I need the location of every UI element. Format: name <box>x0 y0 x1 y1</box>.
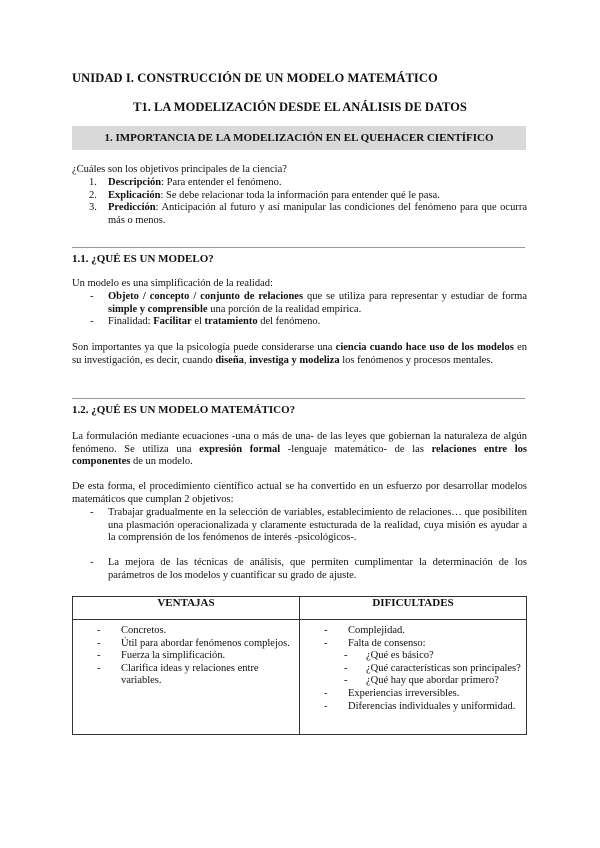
bullet-item: - La mejora de las técnicas de análisis, que permiten cumplimentar la determinación de los parámetros de los modelos y cuantificar su grado de ajuste. <box>90 557 527 581</box>
objectives-two-list <box>72 507 527 545</box>
list-item: - Fuerza la simplificación. <box>97 650 226 662</box>
bullet-item: - Finalidad: Facilitar el tratamiento del fenómeno. <box>90 316 321 328</box>
list-item: - Diferencias individuales y uniformidad. <box>324 700 516 712</box>
list-item: - Complejidad. <box>324 625 405 636</box>
list-item: - Falta de consenso: <box>324 637 426 649</box>
sub-list-item: - ¿Qué características son principales? <box>344 662 521 674</box>
model-definition: Un modelo es una simplificación de la realidad: <box>72 278 273 289</box>
sub-list-item: - ¿Qué es básico? <box>344 650 434 662</box>
bullet-item: - Trabajar gradualmente en la selección de variables, establecimiento de relaciones… que posibiliten una plasmación operacionalizada y claramente estucturada de la realidad, cuya misión es ayudar a la comprensión de los fenómenos de interés -psicológicos-. <box>90 507 527 544</box>
objectives-question: ¿Cuáles son los objetivos principales de la ciencia? <box>72 164 287 175</box>
objective-item: 3. Predicción: Anticipación al futuro y así manipular las condiciones del fenómeno para que ocurra más o menos. <box>89 202 527 226</box>
procedure-paragraph: De esta forma, el procedimiento científico actual se ha convertido en un esfuerzo por desarrollar modelos matemáticos que cumplan 2 objetivos: <box>72 481 527 505</box>
section-banner: 1. IMPORTANCIA DE LA MODELIZACIÓN EN EL QUEHACER CIENTÍFICO <box>72 126 526 150</box>
dificultades-cell <box>300 620 527 735</box>
objectives-two-list-b <box>72 557 527 582</box>
objectives-list <box>72 177 527 227</box>
objective-item: 2. Explicación: Se debe relacionar toda la información para entender qué le pasa. <box>89 189 440 201</box>
advantages-difficulties-table <box>72 596 527 735</box>
list-item: - Concretos. <box>97 625 167 636</box>
divider <box>72 247 525 248</box>
topic-title: T1. LA MODELIZACIÓN DESDE EL ANÁLISIS DE DATOS <box>133 100 467 114</box>
col-header-ventajas: VENTAJAS <box>73 597 300 620</box>
bullet-item: - Objeto / concepto / conjunto de relaciones que se utiliza para representar y estudiar de forma simple y comprensible una porción de la realidad empírica. <box>90 291 527 315</box>
importance-paragraph: Son importantes ya que la psicología puede considerarse una ciencia cuando hace uso de los modelos en su investigación, es decir, cuando diseña, investiga y modeliza los fenómenos y procesos mentales. <box>72 342 527 366</box>
ventajas-cell <box>73 620 300 735</box>
list-item: - Experiencias irreversibles. <box>324 687 460 699</box>
objective-item: 1. Descripción: Para entender el fenómeno. <box>89 177 282 188</box>
math-model-definition: La formulación mediante ecuaciones -una o más de una- de las leyes que gobiernan la naturaleza de algún fenómeno. Se utiliza una expresión formal -lenguaje matemático- de las relaciones entre los componentes de un modelo. <box>72 431 527 468</box>
list-item: - Útil para abordar fenómenos complejos. <box>97 637 290 649</box>
sub-list-item: - ¿Qué hay que abordar primero? <box>344 675 499 687</box>
section-1-1-title: 1.1. ¿QUÉ ES UN MODELO? <box>72 253 214 265</box>
divider <box>72 398 525 399</box>
section-1-2-title: 1.2. ¿QUÉ ES UN MODELO MATEMÁTICO? <box>72 404 296 416</box>
col-header-dificultades: DIFICULTADES <box>300 597 527 620</box>
unit-title: UNIDAD I. CONSTRUCCIÓN DE UN MODELO MATEMÁTICO <box>72 71 438 85</box>
model-bullets <box>72 291 527 329</box>
list-item: - Clarifica ideas y relaciones entre variables. <box>97 662 259 687</box>
